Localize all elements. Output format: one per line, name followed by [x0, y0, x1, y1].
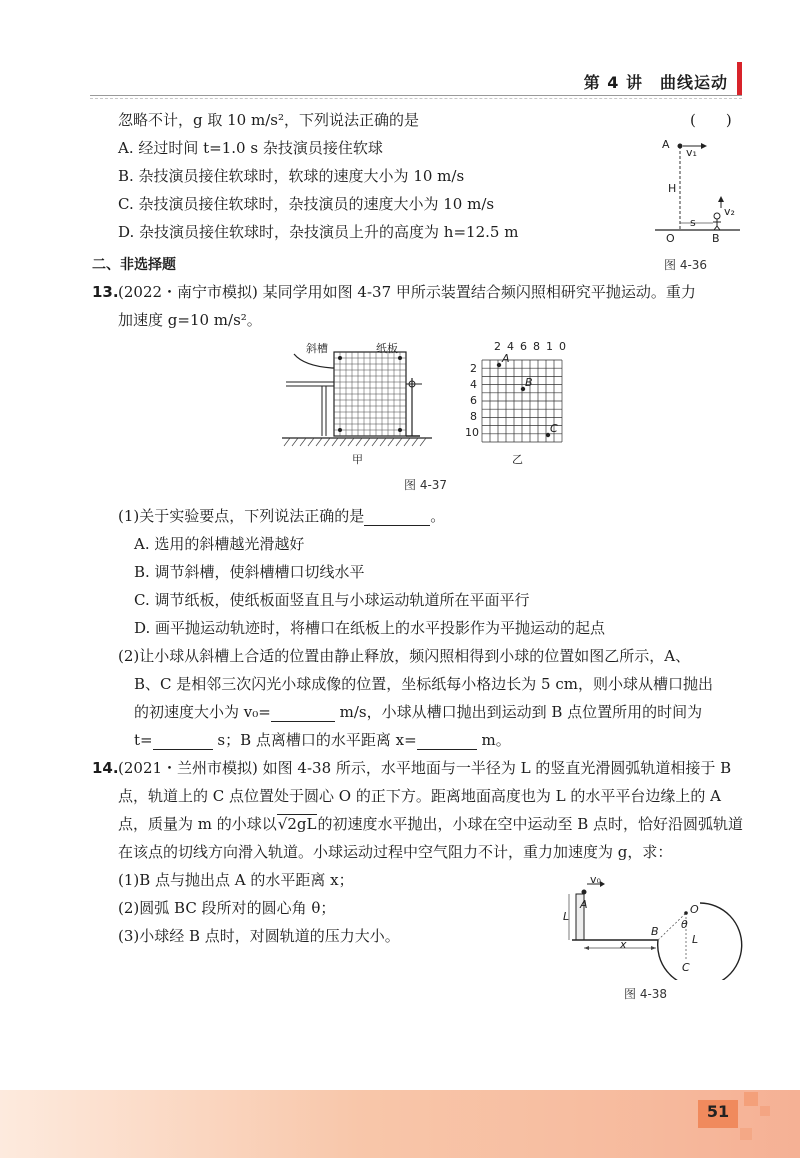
- grid-line: [380, 438, 386, 446]
- grid-x-tick: 8: [533, 340, 546, 353]
- grid-label-a: A: [502, 352, 510, 365]
- q13-sub1-option-b: B. 调节斜槽，使斜槽槽口切线水平: [134, 563, 365, 581]
- fig38-label-o: O: [690, 903, 699, 916]
- grid-line: [388, 438, 394, 446]
- grid-y-tick: 8: [470, 410, 477, 423]
- grid-y-tick: 10: [465, 426, 479, 439]
- grid-line: [340, 438, 346, 446]
- header-rule: [90, 95, 742, 96]
- fig37-sublabel-yi: 乙: [512, 453, 523, 466]
- q12-stem-tail: 忽略不计，g 取 10 m/s²，下列说法正确的是: [118, 111, 419, 129]
- grid-x-tick: 2: [494, 340, 507, 353]
- q13-v0-blank[interactable]: [271, 705, 335, 722]
- q13-unit-m: m。: [481, 731, 511, 749]
- grid-line: [316, 438, 322, 446]
- grid-line: [364, 438, 370, 446]
- fig37-sublabel-jia: 甲: [352, 453, 363, 466]
- q13-sub1-text: (1)关于实验要点，下列说法正确的是: [118, 507, 365, 525]
- header-rule-dashed: [90, 98, 742, 99]
- section-title: 二、非选择题: [92, 257, 176, 273]
- fig36-label-s: s: [690, 216, 696, 229]
- grid-line: [292, 438, 298, 446]
- grid-line: [412, 438, 418, 446]
- footer-decorative-band: [0, 1090, 800, 1158]
- fig38-label-c: C: [682, 961, 690, 974]
- grid-x-tick: 6: [520, 340, 533, 353]
- fig38-label-a: A: [580, 898, 588, 911]
- q13-sub2-line1: (2)让小球从斜槽上合适的位置由静止释放，频闪照相得到小球的位置如图乙所示，A、: [118, 647, 691, 665]
- grid-line: [308, 438, 314, 446]
- q12-answer-paren: ( ): [690, 111, 732, 129]
- grid-label-c: C: [550, 422, 558, 435]
- q14-sub1: (1)B 点与抛出点 A 的水平距离 x；: [118, 871, 354, 889]
- figure-4-37-apparatus: [282, 338, 432, 450]
- q13-sub2-line3: [134, 702, 702, 722]
- q14-number: 14.: [92, 759, 119, 777]
- grid-point-a: [497, 363, 501, 367]
- q14-stem-line1: (2021・兰州市模拟) 如图 4-38 所示，水平地面与一半径为 L 的竖直光滑圆弧轨道相接于 B: [118, 759, 732, 777]
- grid-line: [404, 438, 410, 446]
- q13-t-label: t=: [134, 731, 153, 749]
- grid-line: [300, 438, 306, 446]
- q13-v0-label: 的初速度大小为 v₀=: [134, 703, 271, 721]
- q13-sub1-end: 。: [430, 507, 446, 525]
- q13-sub2-line3-rest: m/s，小球从槽口抛出到运动到 B 点位置所用的时间为: [339, 703, 703, 721]
- footer-deco-square: [760, 1106, 770, 1116]
- fig36-label-a: A: [662, 138, 670, 151]
- grid-label-b: B: [525, 376, 533, 389]
- q14-stem-line4: 在该点的切线方向滑入轨道。小球运动过程中空气阻力不计，重力加速度为 g，求：: [118, 843, 673, 861]
- grid-line: [372, 438, 378, 446]
- q13-sub1-option-c: C. 调节纸板，使纸板面竖直且与小球运动轨道所在平面平行: [134, 591, 530, 609]
- q13-sub1-option-a: A. 选用的斜槽越光滑越好: [134, 535, 305, 553]
- fig38-label-x: x: [620, 938, 627, 951]
- figure-4-38-caption: 图 4-38: [624, 987, 668, 1001]
- q13-sub1-option-d: D. 画平抛运动轨迹时，将槽口在纸板上的水平投影作为平抛运动的起点: [134, 619, 606, 637]
- fig36-label-b: B: [712, 232, 720, 245]
- q13-stem-line2: 加速度 g=10 m/s²。: [118, 311, 262, 329]
- footer-deco-square: [744, 1092, 758, 1106]
- figure-4-36-caption: 图 4-36: [664, 258, 708, 272]
- q14-sub3: (3)小球经 B 点时，对圆轨道的压力大小。: [118, 927, 400, 945]
- fig38-label-l-right: L: [692, 933, 699, 946]
- q12-option-d: D. 杂技演员接住软球时，杂技演员上升的高度为 h=12.5 m: [118, 223, 519, 241]
- q13-x-label: s；B 点离槽口的水平距离 x=: [217, 731, 417, 749]
- fig37-label-board: 纸板: [376, 342, 398, 355]
- fig36-label-v1: v₁: [686, 146, 697, 159]
- grid-line: [420, 438, 426, 446]
- q13-sub1-blank[interactable]: [364, 509, 430, 526]
- grid-y-tick: 6: [470, 394, 477, 407]
- q13-sub2-line2: B、C 是相邻三次闪光小球成像的位置，坐标纸每小格边长为 5 cm，则小球从槽口抛出: [134, 675, 713, 693]
- grid-y-tick: 2: [470, 362, 477, 375]
- footer-deco-square: [740, 1128, 752, 1140]
- page-number: 51: [706, 1102, 730, 1121]
- q14-line3-end: 的初速度水平抛出，小球在空中运动至 B 点时，恰好沿圆弧轨道: [317, 815, 743, 833]
- q12-option-a: A. 经过时间 t=1.0 s 杂技演员接住软球: [118, 139, 383, 157]
- q13-t-blank[interactable]: [153, 733, 213, 750]
- fig36-label-o: O: [666, 232, 675, 245]
- fig36-label-h: H: [668, 182, 677, 195]
- q13-number: 13.: [92, 283, 119, 301]
- q12-option-b: B. 杂技演员接住软球时，软球的速度大小为 10 m/s: [118, 167, 465, 185]
- q14-sqrt-formula: √2gL: [277, 815, 317, 833]
- fig38-label-theta: θ: [681, 918, 688, 931]
- grid-line: [348, 438, 354, 446]
- grid-line: [396, 438, 402, 446]
- figure-4-37-caption: 图 4-37: [404, 478, 448, 492]
- q13-stem-line1: (2022・南宁市模拟) 某同学用如图 4-37 甲所示装置结合频闪照相研究平抛运动。重力: [118, 283, 696, 301]
- fig37-label-chute: 斜槽: [306, 342, 328, 355]
- grid-x-tick: 4: [507, 340, 520, 353]
- grid-y-tick: 4: [470, 378, 477, 391]
- fig36-label-v2: v₂: [724, 205, 735, 218]
- grid-line: [284, 438, 290, 446]
- fig38-label-v0: v₀: [590, 873, 601, 886]
- q13-sub1: [118, 506, 445, 526]
- grid-x-tick: 10: [546, 340, 572, 353]
- q14-stem-line2: 点，轨道上的 C 点位置处于圆心 O 的正下方。距离地面高度也为 L 的水平平台边缘上的 A: [118, 787, 721, 805]
- grid-line: [356, 438, 362, 446]
- grid-line: [332, 438, 338, 446]
- grid-line: [324, 438, 330, 446]
- q13-x-blank[interactable]: [417, 733, 477, 750]
- q14-line3-start: 点，质量为 m 的小球以: [118, 815, 277, 833]
- fig38-label-b: B: [651, 925, 659, 938]
- header-accent-bar: [737, 62, 742, 96]
- q12-option-c: C. 杂技演员接住软球时，杂技演员的速度大小为 10 m/s: [118, 195, 495, 213]
- q13-sub2-line4: [134, 730, 511, 750]
- fig38-label-l-left: L: [563, 910, 570, 923]
- chapter-title: 第 4 讲 曲线运动: [583, 73, 728, 92]
- q14-stem-line3: [118, 814, 743, 834]
- q14-sub2: (2)圆弧 BC 段所对的圆心角 θ；: [118, 899, 336, 917]
